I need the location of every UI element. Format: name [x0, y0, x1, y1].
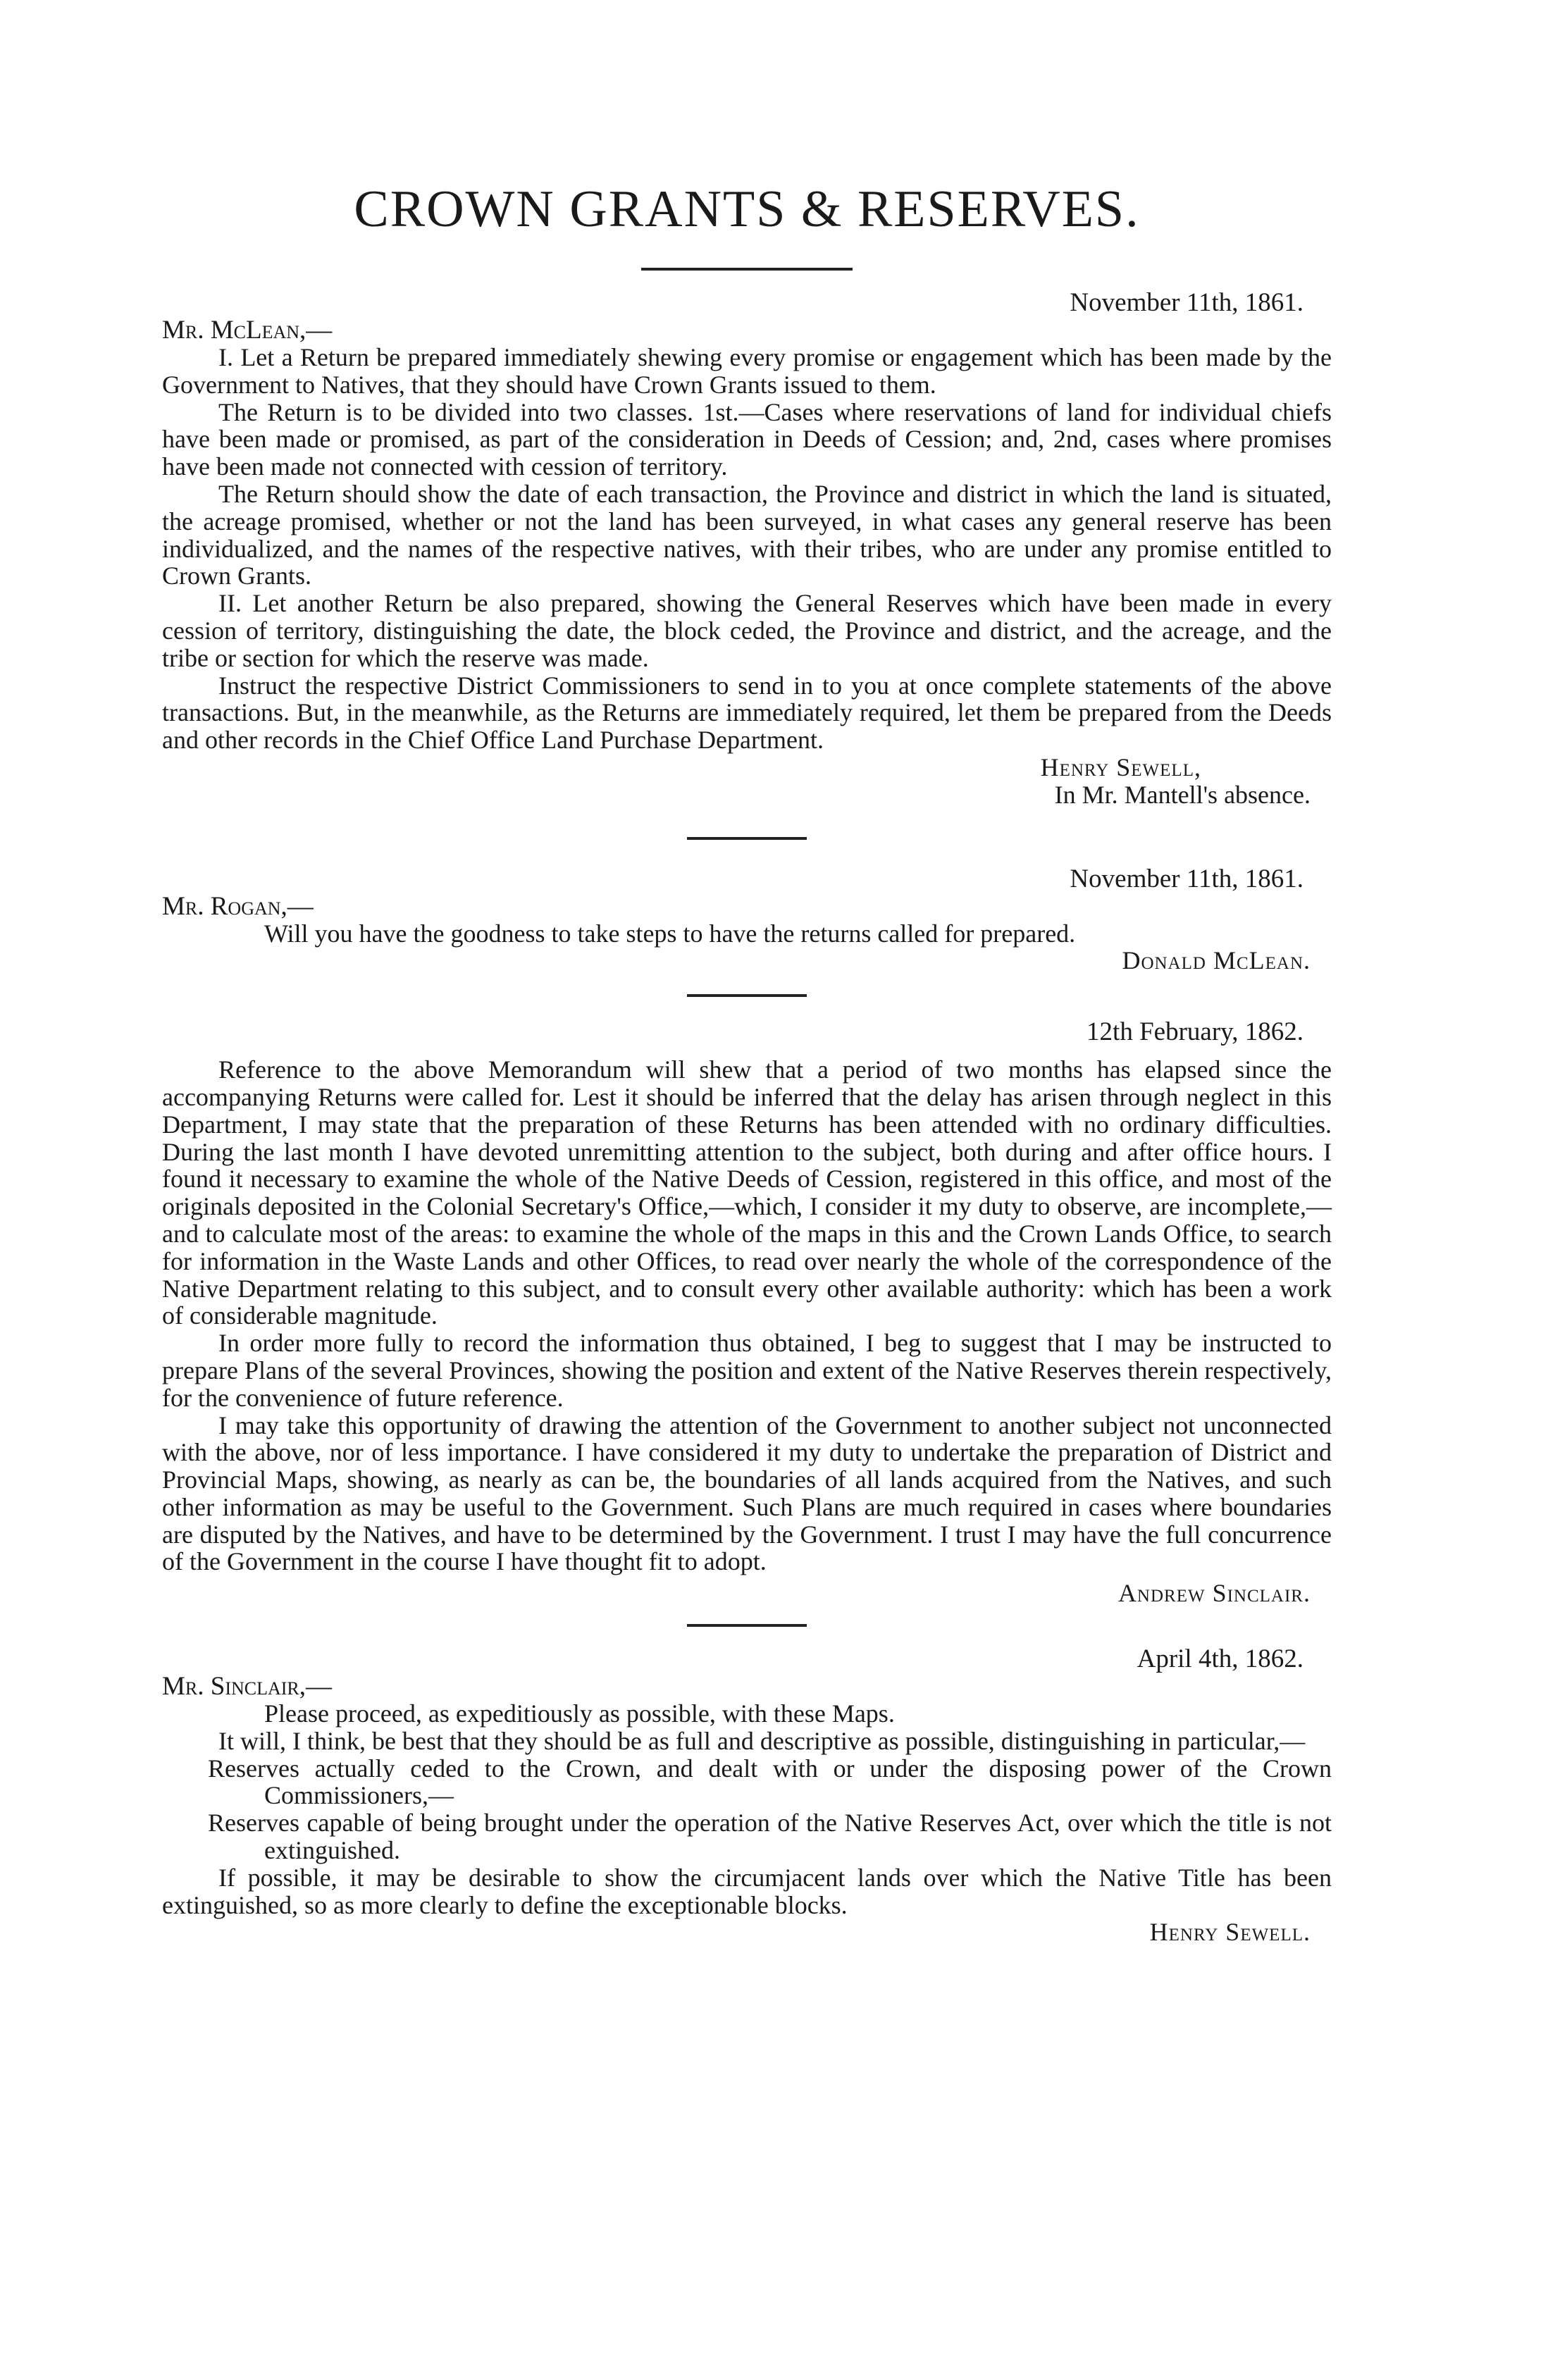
- memo-1: [162, 289, 1332, 809]
- memo-paragraph: The Return should show the date of each transaction, the Province and district in which the land is situated, the acreage promised, whether or not the land has been surveyed, in what cases any general reserve has been individualized, and the names of the respective natives, with their tribes, who are under any promise entitled to Crown Grants.: [162, 479, 1332, 590]
- memo-addressee: Mr. McLean,—: [162, 316, 333, 345]
- divider: [687, 1624, 807, 1627]
- memo-date: November 11th, 1861.: [1070, 288, 1304, 317]
- memo-paragraph: II. Let another Return be also prepared, showing the General Reserves which have been made in every cession of territory, distinguishing the date, the block ceded, the Province and district, and the acreage, and the tribe or section for which the reserve was made.: [162, 589, 1332, 672]
- memo-paragraph: I may take this opportunity of drawing the attention of the Government to another subject not unconnected with the above, nor of less importance. I have considered it my duty to undertake the preparation of District and Provincial Maps, showing, as nearly as can be, the boundaries of all lands acquired from the Natives, and such other information as may be useful to the Government. Such Plans are much required in cases where boundaries are disputed by the Natives, and have to be determined by the Government. I trust I may have the full concurrence of the Government in the course I have thought fit to adopt.: [162, 1411, 1332, 1576]
- memo-date: November 11th, 1861.: [1070, 864, 1304, 893]
- memo-paragraph: In order more fully to record the information thus obtained, I beg to suggest that I may be instructed to prepare Plans of the several Provinces, showing the position and extent of the Native Reserves therein respectively, for the convenience of future reference.: [162, 1329, 1332, 1412]
- document-title: CROWN GRANTS & RESERVES.: [354, 180, 1140, 238]
- memo-paragraph: Reference to the above Memorandum will shew that a period of two months has elapsed since the accompanying Returns were called for. Lest it should be inferred that the delay has arisen through neglect in this Department, I may state that the preparation of these Returns has been attended with no ordinary difficulties. During the last month I have devoted unremitting attention to the subject, both during and after office hours. I found it necessary to examine the whole of the Native Deeds of Cession, registered in this office, and most of the originals deposited in the Colonial Secretary's Office,—which, I consider it my duty to observe, are incomplete,—and to calculate most of the areas: to examine the whole of the maps in this and the Crown Lands Office, to search for information in the Waste Lands and other Offices, to read over nearly the whole of the correspondence of the Native Department relating to this subject, and to consult every other available authority: which has been a work of considerable magnitude.: [162, 1055, 1332, 1330]
- memo-paragraph: Please proceed, as expeditiously as possible, with these Maps.: [264, 1699, 895, 1728]
- memo-2: [162, 865, 1332, 975]
- memo-4: [162, 1645, 1332, 1946]
- signature-note: In Mr. Mantell's absence.: [1054, 780, 1311, 809]
- memo-paragraph: The Return is to be divided into two classes. 1st.—Cases where reservations of land for individual chiefs have been made or promised, as part of the consideration in Deeds of Cession; and, 2nd, cases where promises have been made not connected with cession of territory.: [162, 397, 1332, 481]
- memo-paragraph: Instruct the respective District Commissioners to send in to you at once complete statements of the above transactions. But, in the meanwhile, as the Returns are immediately required, let them be prepared from the Deeds and other records in the Chief Office Land Purchase Department.: [162, 671, 1332, 755]
- memo-list-item: Reserves actually ceded to the Crown, and dealt with or under the disposing power of the Crown Commissioners,—: [208, 1754, 1332, 1810]
- signature: Andrew Sinclair.: [1117, 1579, 1311, 1608]
- memo-paragraph: It will, I think, be best that they should be as full and descriptive as possible, distinguishing in particular,—: [218, 1726, 1306, 1755]
- signature: Donald McLean.: [1122, 946, 1311, 975]
- signature-block: [162, 754, 1332, 809]
- memo-paragraph: I. Let a Return be prepared immediately shewing every promise or engagement which has been made by the Government to Natives, that they should have Crown Grants issued to them.: [162, 343, 1332, 399]
- signature: Henry Sewell.: [1149, 1918, 1311, 1947]
- signature: Henry Sewell,: [1040, 752, 1201, 781]
- memo-paragraph: Will you have the goodness to take steps to have the returns called for prepared.: [264, 919, 1076, 948]
- document-page: [162, 180, 1332, 1947]
- memo-date: 12th February, 1862.: [1086, 1017, 1304, 1047]
- memo-list-item: Reserves capable of being brought under the operation of the Native Reserves Act, over which the title is not extinguished.: [208, 1809, 1332, 1865]
- memo-addressee: Mr. Rogan,—: [162, 891, 314, 921]
- memo-3: [162, 1018, 1332, 1607]
- memo-addressee: Mr. Sinclair,—: [162, 1672, 333, 1702]
- divider: [687, 994, 807, 997]
- memo-paragraph: If possible, it may be desirable to show the circumjacent lands over which the Native Title has been extinguished, so as more clearly to define the exceptionable blocks.: [162, 1863, 1332, 1919]
- memo-date: April 4th, 1862.: [1137, 1644, 1304, 1674]
- divider: [641, 268, 853, 271]
- divider: [687, 837, 807, 840]
